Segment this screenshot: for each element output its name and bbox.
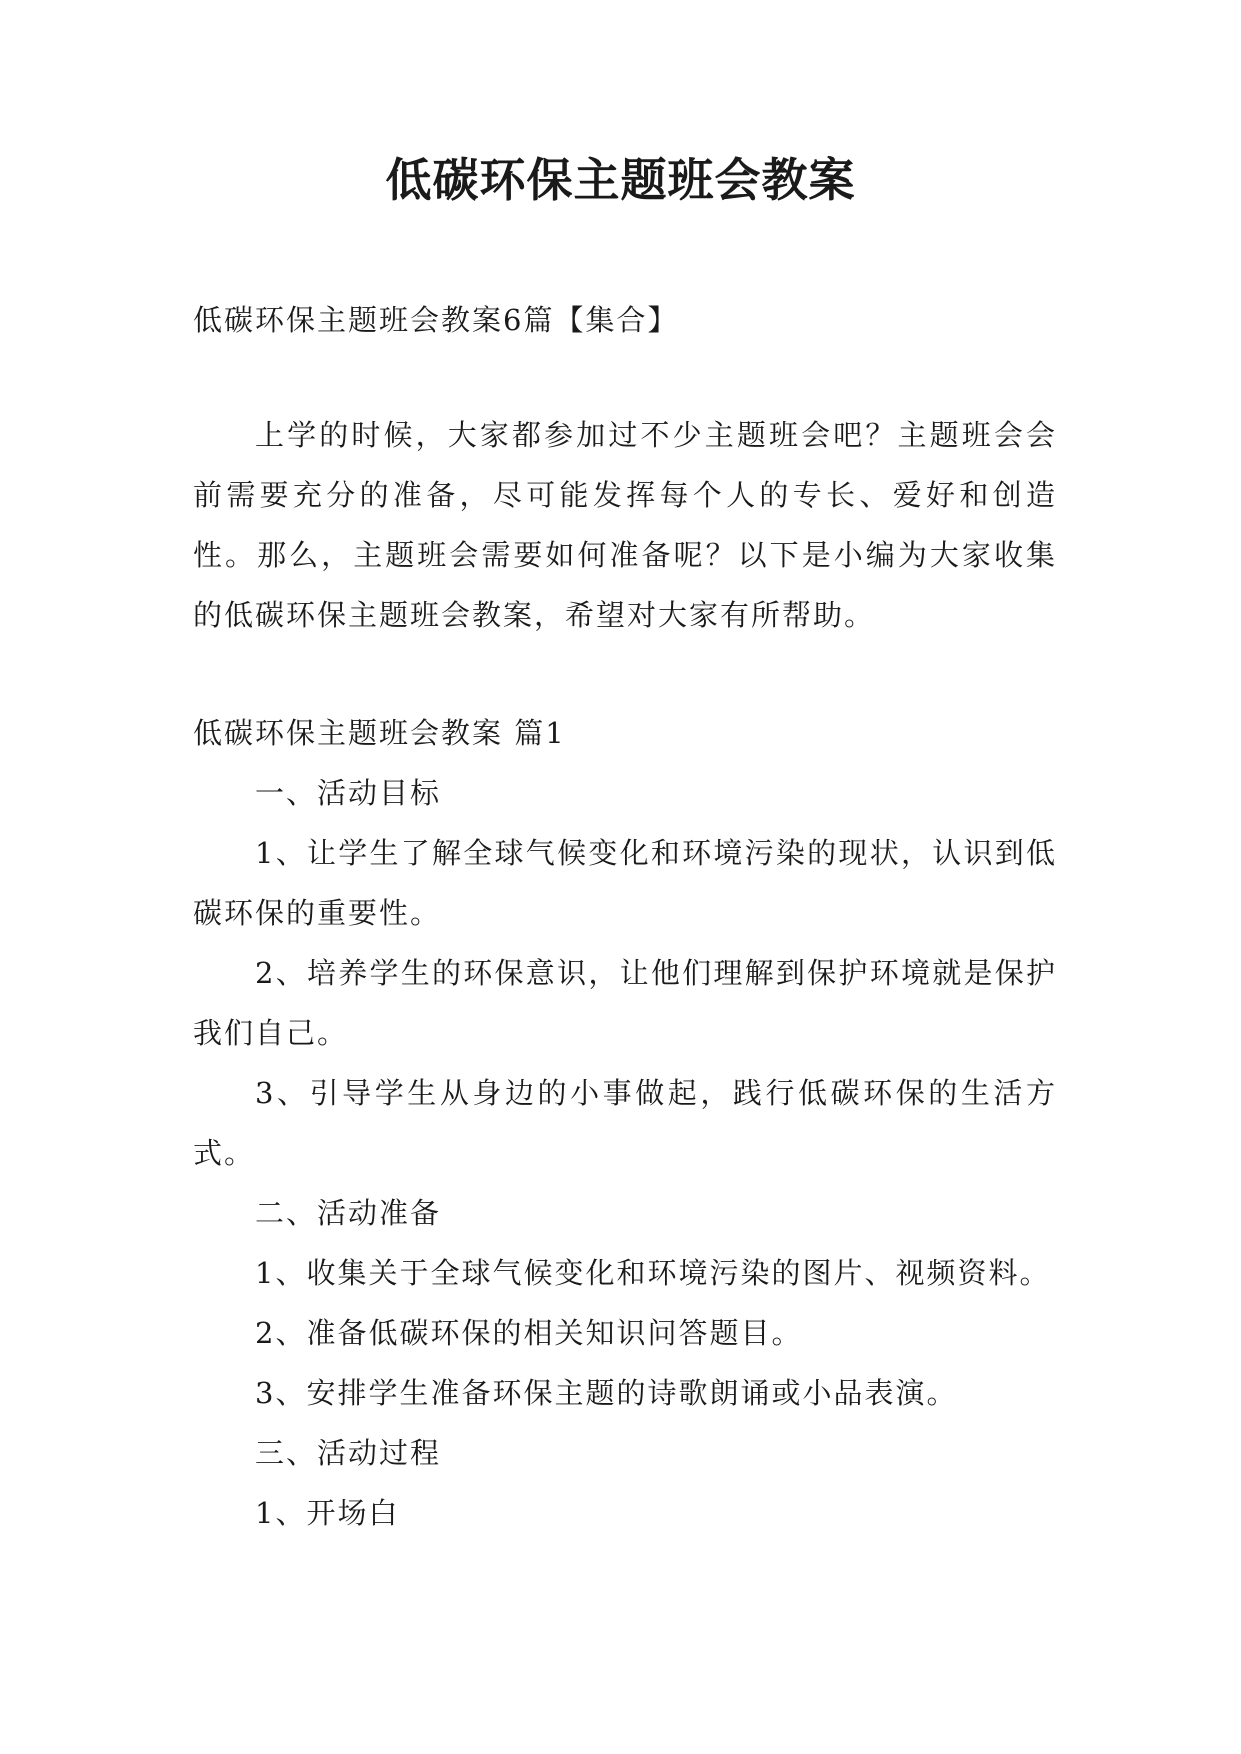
preparation-item-1: 1、收集关于全球气候变化和环境污染的图片、视频资料。 [255, 1256, 1051, 1290]
goal-item-3: 3、引导学生从身边的小事做起，践行低碳环保的生活方式。 [193, 1076, 1057, 1170]
document-subtitle: 低碳环保主题班会教案6篇【集合】 [193, 303, 679, 337]
intro-paragraph: 上学的时候，大家都参加过不少主题班会吧？主题班会会前需要充分的准备，尽可能发挥每个人的专长、爱好和创造性。那么，主题班会需要如何准备呢？以下是小编为大家收集的低碳环保主题班会教案，希望对大家有所帮助。 [193, 418, 1057, 632]
section-heading: 低碳环保主题班会教案 篇1 [193, 716, 566, 750]
heading-activity-preparation: 二、活动准备 [255, 1196, 442, 1230]
preparation-item-2: 2、准备低碳环保的相关知识问答题目。 [255, 1316, 803, 1350]
heading-activity-goals: 一、活动目标 [255, 776, 442, 810]
document-title: 低碳环保主题班会教案 [385, 153, 856, 207]
heading-activity-process: 三、活动过程 [255, 1436, 442, 1470]
goal-item-2: 2、培养学生的环保意识，让他们理解到保护环境就是保护我们自己。 [193, 956, 1057, 1050]
preparation-item-3: 3、安排学生准备环保主题的诗歌朗诵或小品表演。 [255, 1376, 958, 1410]
goal-item-1: 1、让学生了解全球气候变化和环境污染的现状，认识到低碳环保的重要性。 [193, 836, 1057, 930]
process-item-1: 1、开场白 [255, 1496, 400, 1530]
document-body [193, 290, 1057, 1543]
